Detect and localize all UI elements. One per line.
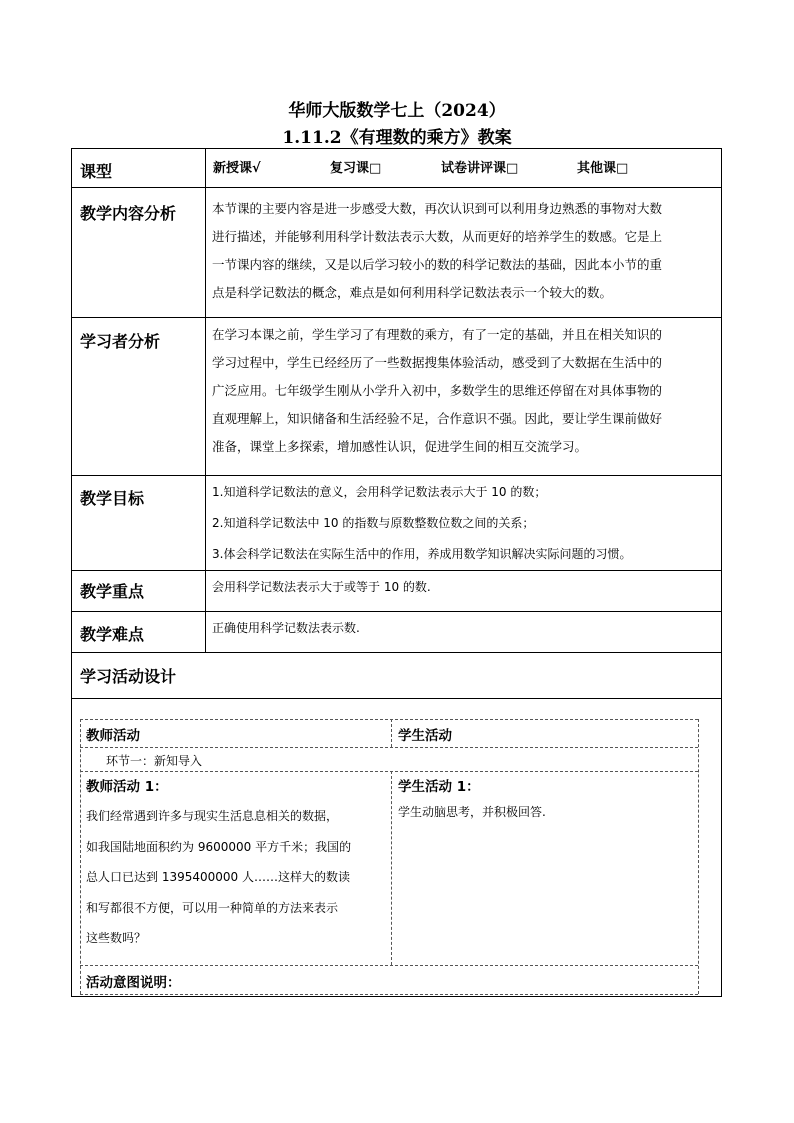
key-point-text: 会用科学记数法表示大于或等于 10 的数. (212, 580, 431, 594)
text-line: 在学习本课之前，学生学习了有理数的乘方，有了一定的基础，并且在相关知识的 (212, 327, 663, 342)
dashed-divider (391, 719, 392, 747)
objectives-text (212, 477, 717, 570)
activity-intent-label: 活动意图说明： (86, 975, 181, 991)
option-new-lesson: 新授课√ (213, 161, 261, 176)
text-line: 如我国陆地面积约为 9600000 平方千米；我国的 (86, 839, 352, 854)
dashed-divider (80, 747, 698, 748)
difficulty-label: 教学难点 (80, 625, 145, 644)
text-line: 一节课内容的继续，又是以后学习较小的数的科学记数法的基础，因此本小节的重 (212, 257, 663, 272)
lesson-plan-table (71, 148, 722, 997)
text-line: 学习过程中，学生已经经历了一些数据搜集体验活动，感受到了大数据在生活中的 (212, 355, 663, 370)
dashed-divider (80, 719, 698, 720)
activity-table (80, 719, 698, 995)
row-divider (72, 475, 721, 476)
option-other-lesson: 其他课□ (577, 161, 629, 176)
content-analysis-label: 教学内容分析 (80, 204, 177, 223)
text-line: 直观理解上，知识储备和生活经验不足，合作意识不强。因此，要让学生课前做好 (212, 411, 663, 426)
option-review-lesson: 复习课□ (330, 161, 382, 176)
student-activity-1-text: 学生动脑思考，并积极回答. (398, 805, 546, 819)
objectives-label: 教学目标 (80, 489, 145, 508)
student-activity-header: 学生活动 (398, 728, 452, 744)
text-line: 点是科学记数法的概念，难点是如何利用科学记数法表示一个较大的数。 (212, 285, 613, 300)
text-line: 和写都很不方便，可以用一种简单的方法来表示 (86, 900, 339, 915)
difficulty-text: 正确使用科学记数法表示数. (212, 621, 360, 635)
option-exam-review-lesson: 试卷讲评课□ (441, 161, 519, 176)
dashed-divider (698, 719, 699, 994)
column-divider (205, 149, 206, 652)
text-line: 总人口已达到 1395400000 人……这样大的数读 (86, 870, 350, 884)
text-line: 这些数吗？ (86, 931, 147, 945)
dashed-divider (80, 719, 81, 994)
teacher-activity-1-text (86, 801, 386, 954)
dashed-divider (80, 771, 698, 772)
text-line: 广泛应用。七年级学生刚从小学升入初中，多数学生的思维还停留在对具体事物的 (212, 383, 663, 398)
text-line: 1.知道科学记数法的意义，会用科学记数法表示大于 10 的数； (212, 485, 547, 499)
text-line: 3.体会科学记数法在实际生活中的作用，养成用数学知识解决实际问题的习惯。 (212, 547, 632, 561)
learner-analysis-text (212, 321, 717, 461)
row-divider (72, 698, 721, 699)
row-divider (72, 317, 721, 318)
document-title: 华师大版数学七上（2024） (288, 101, 506, 121)
content-analysis-text (212, 195, 717, 307)
text-line: 进行描述，并能够利用科学计数法表示大数，从而更好的培养学生的数感。它是上 (212, 229, 663, 244)
learner-analysis-label: 学习者分析 (80, 332, 161, 351)
activity-design-label: 学习活动设计 (80, 667, 177, 686)
row-divider (72, 187, 721, 188)
text-line: 2.知道科学记数法中 10 的指数与原数整数位数之间的关系； (212, 516, 535, 530)
dashed-divider (391, 771, 392, 965)
text-line: 我们经常遇到许多与现实生活息息相关的数据， (86, 809, 339, 823)
key-point-label: 教学重点 (80, 582, 145, 601)
row-divider (72, 611, 721, 612)
row-divider (72, 652, 721, 653)
teacher-activity-header: 教师活动 (86, 728, 140, 744)
section-label: 环节一：新知导入 (106, 754, 203, 768)
row-divider (72, 570, 721, 571)
lesson-type-label: 课型 (80, 162, 113, 181)
dashed-divider (80, 965, 698, 966)
teacher-activity-1-title: 教师活动 1： (86, 779, 168, 795)
text-line: 本节课的主要内容是进一步感受大数，再次认识到可以利用身边熟悉的事物对大数 (212, 201, 663, 216)
student-activity-1-title: 学生活动 1： (398, 779, 480, 795)
document-subtitle: 1.11.2《有理数的乘方》教案 (282, 128, 512, 148)
dashed-divider (80, 994, 698, 995)
text-line: 准备，课堂上多探索，增加感性认识，促进学生间的相互交流学习。 (212, 439, 588, 454)
